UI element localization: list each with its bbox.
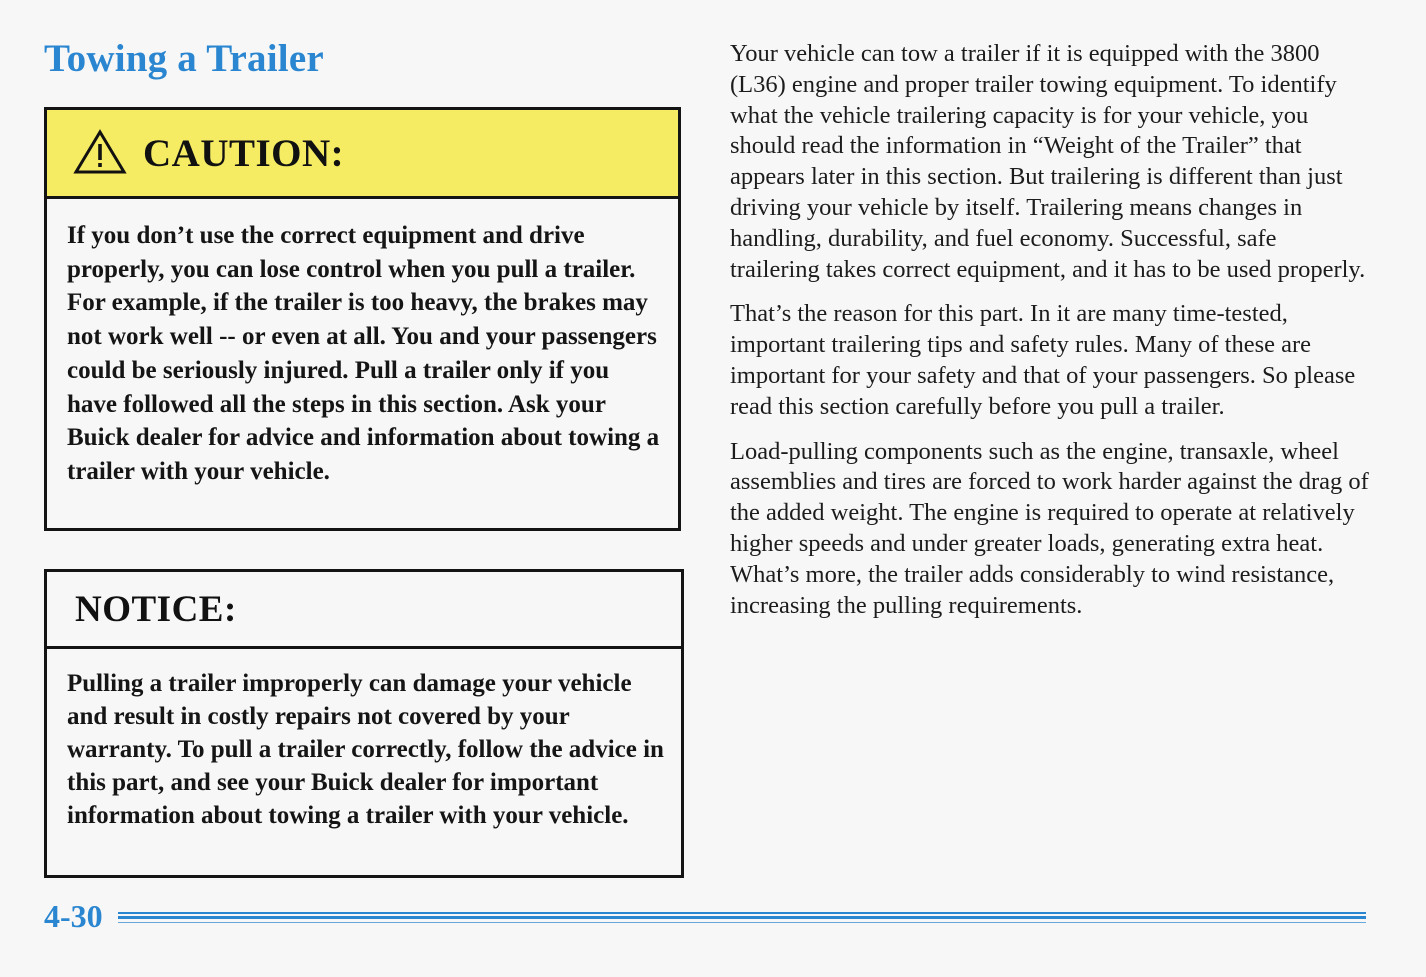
body-column: [730, 39, 1370, 635]
body-paragraph-1: Your vehicle can tow a trailer if it is equipped with the 3800 (L36) engine and proper trailer towing equipment. To identify what the vehicle trailering capacity is for your vehicle, you should read the information in “Weight of the Trailer” that appears later in this section. But trailering is different than just driving your vehicle by itself. Trailering means changes in handling, durability, and fuel economy. Successful, safe trailering takes correct equipment, and it has to be used properly.: [730, 40, 1366, 283]
page-title: Towing a Trailer: [44, 37, 324, 80]
notice-header: [47, 572, 681, 649]
caution-label: CAUTION:: [143, 131, 345, 175]
caution-text: If you don’t use the correct equipment and drive properly, you can lose control when you pull a trailer. For example, if the trailer is too heavy, the brakes may not work well -- or even at all. You and your passengers could be seriously injured. Pull a trailer only if you have followed all the steps in this section. Ask your Buick dealer for advice and information about towing a trailer with your vehicle.: [67, 222, 660, 485]
notice-text: Pulling a trailer improperly can damage your vehicle and result in costly repairs not covered by your warranty. To pull a trailer correctly, follow the advice in this part, and see your Buick dealer for important information about towing a trailer with your vehicle.: [67, 670, 664, 829]
body-paragraph-3: Load-pulling components such as the engine, transaxle, wheel assemblies and tires are forced to work harder against the drag of the added weight. The engine is required to operate at relatively higher speeds and under greater loads, generating extra heat. What’s more, the trailer adds considerably to wind resistance, increasing the pulling requirements.: [730, 437, 1369, 619]
notice-label: NOTICE:: [75, 588, 237, 630]
footer-rule: [118, 912, 1366, 930]
caution-header: [47, 110, 678, 199]
warning-triangle-icon: [73, 129, 127, 175]
notice-box: [44, 569, 684, 878]
caution-box: [44, 107, 681, 531]
page-number: 4-30: [44, 898, 103, 934]
body-paragraph-2: That’s the reason for this part. In it are many time-tested, important trailering tips and safety rules. Many of these are important for your safety and that of your passengers. So please read this section carefully before you pull a trailer.: [730, 300, 1356, 420]
